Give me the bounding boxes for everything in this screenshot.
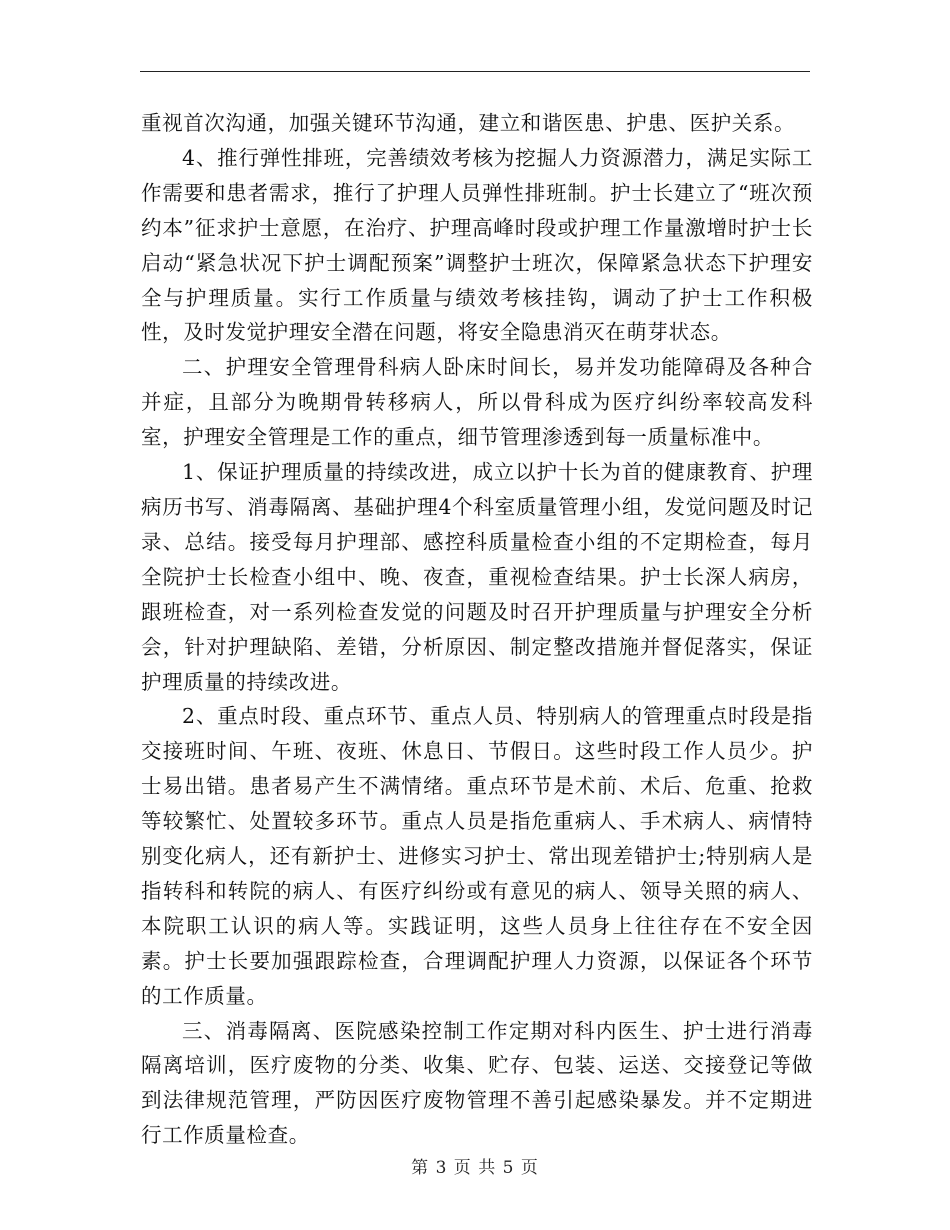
paragraph-continuation: 重视首次沟通，加强关键环节沟通，建立和谐医患、护患、医护关系。 <box>141 111 796 135</box>
document-body <box>141 106 813 1153</box>
paragraph-disinfection: 三、消毒隔离、医院感染控制工作定期对科内医生、护士进行消毒隔离培训，医疗废物的分类、收集、贮存、包装、运送、交接登记等做到法律规范管理，严防因医疗废物管理不善引起感染暴发。并不定期进行工作质量检查。 <box>141 1018 813 1148</box>
paragraph-key-periods: 2、重点时段、重点环节、重点人员、特别病人的管理重点时段是指交接班时间、午班、夜班、休息日、节假日。这些时段工作人员少。护士易出错。患者易产生不满情绪。重点环节是术前、术后、危重、抢救等较繁忙、处置较多环节。重点人员是指危重病人、手术病人、病情特别变化病人，还有新护士、进修实习护士、常出现差错护士;特别病人是指转科和转院的病人、有医疗纠纷或有意见的病人、领导关照的病人、本院职工认识的病人等。实践证明，这些人员身上往往存在不安全因素。护士长要加强跟踪检查，合理调配护理人力资源，以保证各个环节的工作质量。 <box>141 704 813 1008</box>
header-rule <box>140 71 810 72</box>
paragraph-quality-improvement: 1、保证护理质量的持续改进，成立以护十长为首的健康教育、护理病历书写、消毒隔离、基础护理4个科室质量管理小组，发觉问题及时记录、总结。接受每月护理部、感控科质量检查小组的不定期检查，每月全院护士长检查小组中、晚、夜查，重视检查结果。护士长深人病房，跟班检查，对一系列检查发觉的问题及时召开护理质量与护理安全分析会，针对护理缺陷、差错，分析原因、制定整改措施并督促落实，保证护理质量的持续改进。 <box>141 460 813 694</box>
paragraph-flexible-scheduling: 4、推行弹性排班，完善绩效考核为挖掘人力资源潜力，满足实际工作需要和患者需求，推行了护理人员弹性排班制。护士长建立了“班次预约本”征求护士意愿，在治疗、护理高峰时段或护理工作量激增时护士长启动“紧急状况下护士调配预案”调整护士班次，保障紧急状态下护理安全与护理质量。实行工作质量与绩效考核挂钩，调动了护士工作积极性，及时发觉护理安全潜在问题，将安全隐患消灭在萌芽状态。 <box>141 145 813 345</box>
paragraph-safety-management: 二、护理安全管理骨科病人卧床时间长，易并发功能障碍及各种合并症，且部分为晚期骨转移病人，所以骨科成为医疗纠纷率较高发科室，护理安全管理是工作的重点，细节管理渗透到每一质量标准中。 <box>141 355 813 450</box>
page-footer: 第 3 页 共 5 页 <box>411 1158 539 1178</box>
